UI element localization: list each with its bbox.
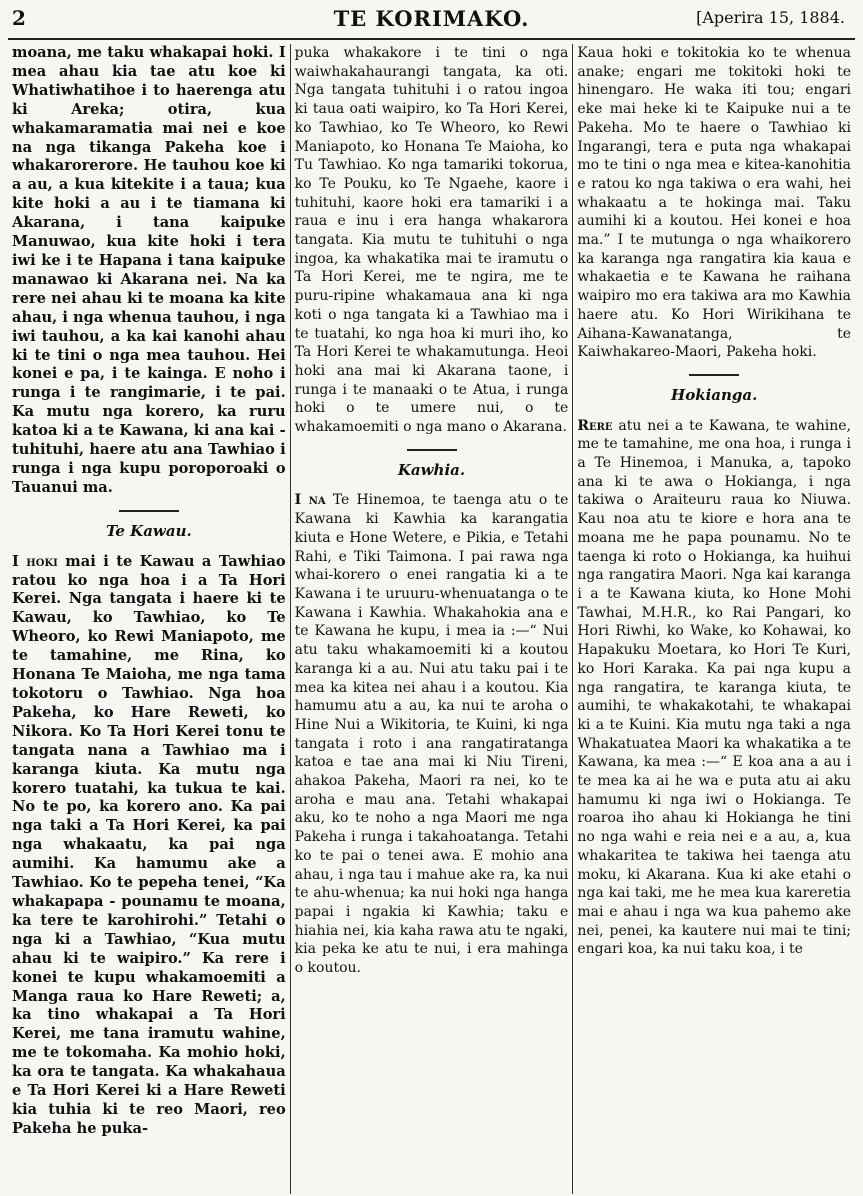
- paragraph: puka whakakore i te tini o nga waiwhakahaurangi tangata, ka oti. Nga tangata tuhituhi i o ratou ingoa ki taua oati waipiro, ko Ta Hori Kerei, ko Tawhiao, ko Te Wheoro, ko Rewi Maniapoto, ko Honana Te Maioha, ko Tu Tawhiao. Ko nga tamariki tokorua, ko Te Pouku, ko Te Ngaehe, kaore i tuhituhi, kaore hoki era tamariki i a raua e inu i era hanga whakarora tangata. Kia mutu te tuhituhi o nga ingoa, ka whakatika mai te iramutu o Ta Hori Kerei, me te ngira, me te puru-ripine whakamaua ana ki nga koti o nga tangata ki a Tawhiao ma i te tuatahi, ko nga hoa ki muri iho, ko Ta Hori Kerei te whakamutunga. Heoi hoki ana mai ki Akarana taone, i runga i te manaaki o te Atua, i runga hoki o te umere nui, o te whakamoemiti o nga mano o Akarana.: [294, 45, 569, 436]
- section-heading: Kawhia.: [397, 460, 466, 479]
- paragraph: [12, 553, 286, 1139]
- article-columns: [8, 44, 855, 1194]
- section-heading: Hokianga.: [671, 385, 758, 404]
- paragraph: [577, 417, 851, 959]
- issue-date: [Aperira 15, 1884.: [696, 8, 845, 27]
- paragraph-text: Te Hinemoa, te taenga atu o te Kawana ki Kawhia ka karangatia kiuta e Hone Wetere, e Pikia, e Tetahi Rahi, e Tiki Taimona. I pai rawa nga whai-korero o enei rangatia ki a te Kawana i te uruuru-whenuatanga o te Kawana i Kawhia. Whakahokia ana e te Kawana he kupu, i mea ia :—“ Nui atu taku whakamoemiti ki a koutou karanga ki a au. Nui atu taku pai i te mea ka kitea nei ahau i a koutou. Kia hamumu atu a au, ka nui te aroha o Hine Nui a Wikitoria, te Kuini, ki nga tangata i roto i ana rangatiratanga katoa e tae ana mai ki Niu Tireni, ahakoa Pakeha, Maori ra nei, ko te aroha e mau ana. Tetahi whakapai aku, ko te noho a nga Maori me nga Pakeha i runga i takahoatanga. Tetahi ko te pai o tenei awa. E mohio ana ahau, i nga tau i mahue ake ra, ka nui te ahu-whenua; ka nui hoki nga hanga papai i ngakia ki Kawhia; taku e hiahia nei, kia kaha rawa atu te ngaki, kia peka ke atu te nui, i era mahinga o koutou.: [294, 492, 569, 977]
- lead-word: I hoki: [12, 552, 58, 570]
- column-1: [8, 44, 290, 1194]
- paragraph-text: atu nei a te Kawana, te wahine, me te tamahine, me ona hoa, i runga i a Te Hinemoa, i Manuka, a, tapoko ana ki te awa o Hokianga, i nga takiwa o Araiteuru raua ko Niuwa. Kau noa atu te kiore e hora ana te moana me he papa pounamu. No te taenga ki roto o Hokianga, ka huihui nga rangatira Maori. Nga kai karanga i a te Kawana kiuta, ko Hone Mohi Tawhai, M.H.R., ko Rai Pangari, ko Hori Riwhi, ko Wake, ko Kohawai, ko Hapakuku Moetara, ko Hori Te Kuri, ko Hori Karaka. Ka pai nga kupu a nga rangatira, te karanga kiuta, te aumihi, te whakakotahi, te whakapai ki a te Kuini. Kia mutu nga taki a nga Whakatuatea Maori ka whakatika a te Kawana, ka mea :—“ E koa ana a au i te mea ka ai he wa e puta atu ai aku hamumu ki nga iwi o Hokianga. Te roaroa iho ahau ki Hokianga he tini no nga wahi e reia nei e a au, a, kua whakaritea te takiwa hei taenga atu moku, ki Akarana. Kua ki ake etahi o nga kai taki, me he mea kua kareretia mai e ahau i nga wa kua pahemo ake nei, penei, ka kautere nui mai te tini; engari koa, ka nui taku koa, i te: [577, 417, 852, 958]
- paragraph: [295, 491, 569, 977]
- divider: [689, 374, 739, 376]
- section-heading: Te Kawau.: [105, 521, 192, 540]
- lead-word: Rere: [577, 417, 613, 434]
- newspaper-title: TE KORIMAKO.: [333, 6, 530, 31]
- masthead: [8, 0, 855, 40]
- lead-word: I na: [294, 492, 326, 509]
- paragraph-text: mai i te Kawau a Tawhiao ratou ko nga hoa i a Ta Hori Kerei. Nga tangata i haere ki te Kawau, ko Tawhiao, ko Te Wheoro, ko Rewi Maniapoto, me te tamahine, me Rina, ko Honana Te Maioha, me nga tama tokotoru o Tawhiao. Nga hoa Pakeha, ko Hare Reweti, ko Nikora. Ko Ta Hori Kerei tonu te tangata nana a Tawhiao ma i karanga kiuta. Ka mutu nga korero tuatahi, ka tukua te kai. No te po, ka korero ano. Ka pai nga taki a Ta Hori Kerei, ka pai nga whakaatu, ka pai nga aumihi. Ka hamumu ake a Tawhiao. Ko te pepeha tenei, “Ka whakapapa - pounamu te moana, ka tere te karohirohi.” Tetahi o nga ki a Tawhiao, “Kua mutu ahau ki te waipiro.” Ka rere i konei te kupu whakamoemiti a Manga raua ko Hare Reweti; a, ka tino whakapai a Ta Hori Kerei, me tana iramutu wahine, me te tokomaha. Ka mohio hoki, ka ora te tangata. Ka whakahaua e Ta Hori Kerei ki a Hare Reweti kia tuhia ki te reo Maori, reo Pakeha he puka-: [12, 552, 286, 1137]
- paragraph: moana, me taku whakapai hoki. I mea ahau kia tae atu koe ki Whatiwhatihoe i to haerenga atu ki Areka; otira, kua whakamaramatia mai nei e koe na nga tikanga Pakeha koe i whakarorerore. He tauhou koe ki a au, a kua kitekite i a taua; kua kite hoki a au i te tiamana ki Akarana, i tana kaipuke Manuwao, kua kite hoki i tera iwi ke i te Hapana i tana kaipuke manawao ki Akarana nei. Na ka rere nei ahau ki te moana ka kite ahau, i nga whenua tauhou, i nga iwi tauhou, a ka kai kanohi ahau ki te tini o nga mea tauhou. Hei konei e pa, i te kainga. E noho i runga i te rangimarie, i te pai. Ka mutu nga korero, ka ruru katoa ki a te Kawana, ki ana kai - tuhituhi, haere atu ana Tawhiao i runga i nga kupu poroporoaki o Tauanui ma.: [12, 44, 286, 496]
- divider: [119, 510, 179, 512]
- paragraph: Kaua hoki e tokitokia ko te whenua anake; engari me tokitoki hoki te hinengaro. He waka iti tou; engari eke mai heke ki te Kaipuke nui a te Pakeha. Mo te haere o Tawhiao ki Ingarangi, tera e puta nga whakapai mo te tini o nga mea e kitea-kanohitia e ratou ko nga takiwa o era wahi, hei whakaatu a te hokinga mai. Taku aumihi ki a koutou. Hei konei e hoa ma.” I te mutunga o nga whaikorero ka karanga nga rangatira kia kaua e whakaetia e te Kawana he raihana waipiro mo era takiwa ara mo Kawhia haere atu. Ko Hori Wirikihana te Aihana-Kawanatanga, te Kaiwhakareo-Maori, Pakeha hoki.: [577, 45, 852, 361]
- page-number: 2: [12, 6, 26, 30]
- divider: [407, 449, 457, 451]
- column-3: [572, 44, 855, 1194]
- column-2: [290, 44, 573, 1194]
